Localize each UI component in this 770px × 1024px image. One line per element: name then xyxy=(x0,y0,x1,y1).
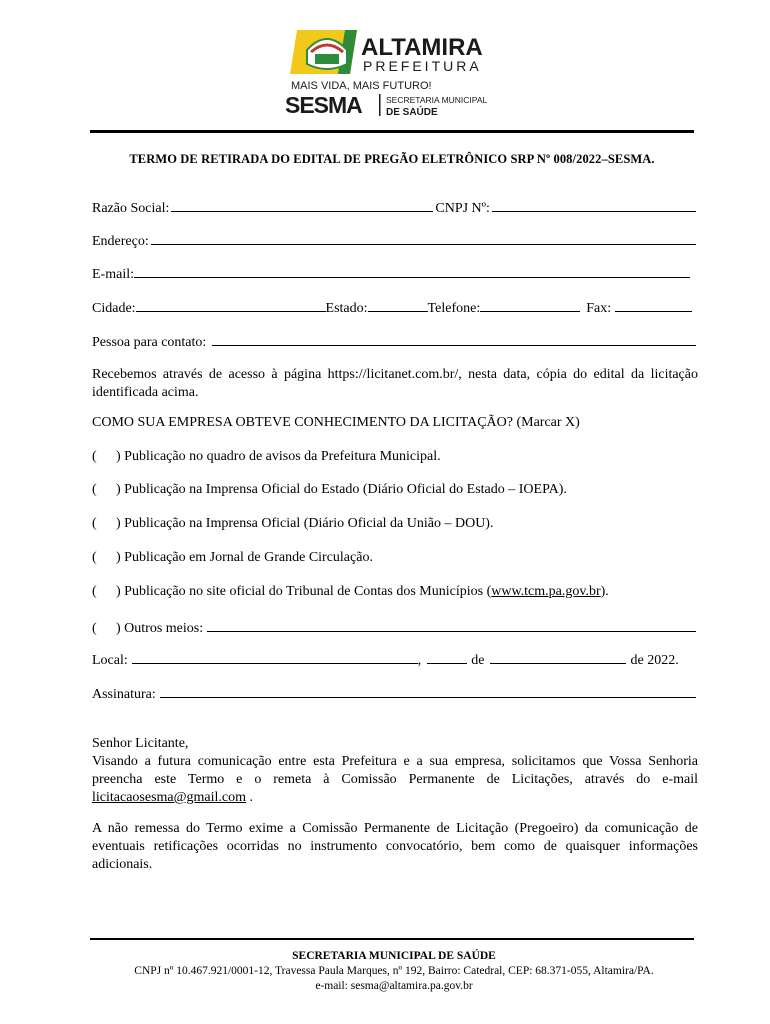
footer-heading: SECRETARIA MUNICIPAL DE SAÚDE xyxy=(292,950,496,962)
notice-block xyxy=(92,735,698,807)
local-comma: , xyxy=(417,653,422,668)
cidade-label: Cidade: xyxy=(92,301,136,316)
secretaria-line2: DE SAÚDE xyxy=(386,107,438,118)
checkbox-paren[interactable]: ( xyxy=(92,449,97,464)
tcm-link[interactable]: www.tcm.pa.gov.br xyxy=(491,584,601,599)
secretaria-line1: SECRETARIA MUNICIPAL xyxy=(386,95,488,105)
assinatura-row xyxy=(92,684,698,703)
option-label-end: ). xyxy=(600,584,609,599)
razao-social-row xyxy=(92,198,698,217)
endereco-label: Endereço: xyxy=(92,234,149,249)
month-field[interactable] xyxy=(490,650,626,664)
checkbox-paren[interactable]: ( xyxy=(92,550,97,565)
option-jornal xyxy=(92,550,373,566)
contato-label: Pessoa para contato: xyxy=(92,335,207,350)
local-field[interactable] xyxy=(132,650,418,664)
notice-body: Visando a futura comunicação entre esta Prefeitura e a sua empresa, solicitamos que Vossa Senhoria preencha este Termo e o remeta à Comissão Permanente de Licitações, através do e-mail xyxy=(92,754,698,787)
question: COMO SUA EMPRESA OBTEVE CONHECIMENTO DA LICITAÇÃO? (Marcar X) xyxy=(92,415,580,430)
endereco-row xyxy=(92,231,698,250)
notice-greeting: Senhor Licitante, xyxy=(92,736,189,751)
telefone-label: Telefone: xyxy=(427,301,481,316)
cidade-field[interactable] xyxy=(136,298,326,312)
cidade-row xyxy=(92,298,698,317)
day-field[interactable] xyxy=(427,650,467,664)
email-field[interactable] xyxy=(134,264,690,278)
outros-meios-field[interactable] xyxy=(207,618,696,632)
fax-field[interactable] xyxy=(615,298,692,312)
estado-label: Estado: xyxy=(325,301,368,316)
sesma-logo-text: SESMA xyxy=(285,92,362,118)
contato-row xyxy=(92,332,698,351)
endereco-field[interactable] xyxy=(151,231,696,245)
option-label: ) Publicação na Imprensa Oficial do Estado (Diário Oficial do Estado – IOEPA). xyxy=(116,482,567,497)
fax-label: Fax: xyxy=(586,301,612,316)
checkbox-paren[interactable]: ( xyxy=(92,516,97,531)
header-logo xyxy=(285,22,515,122)
razao-social-field[interactable] xyxy=(171,198,433,212)
assinatura-field[interactable] xyxy=(160,684,696,698)
option-label: ) Outros meios: xyxy=(116,621,204,636)
cnpj-label: CNPJ Nº: xyxy=(435,201,490,216)
footer xyxy=(92,949,696,994)
header-divider xyxy=(90,130,694,133)
estado-field[interactable] xyxy=(368,298,428,312)
footer-address: CNPJ nº 10.467.921/0001-12, Travessa Paula Marques, nº 192, Bairro: Catedral, CEP: 68.371-055, Altamira/PA. xyxy=(134,965,654,977)
page-title: TERMO DE RETIRADA DO EDITAL DE PREGÃO ELETRÔNICO SRP Nº 008/2022–SESMA. xyxy=(129,152,655,166)
email-row xyxy=(92,264,698,283)
option-dou xyxy=(92,516,493,532)
option-label: ) Publicação em Jornal de Grande Circulação. xyxy=(116,550,373,565)
local-year: de 2022. xyxy=(630,653,679,668)
local-de: de xyxy=(471,653,485,668)
option-tcm-site xyxy=(92,584,609,600)
checkbox-paren[interactable]: ( xyxy=(92,584,97,599)
option-ioepa xyxy=(92,482,567,498)
option-label: ) Publicação na Imprensa Oficial (Diário Oficial da União – DOU). xyxy=(116,516,494,531)
option-quadro-avisos xyxy=(92,449,441,465)
local-row xyxy=(92,650,698,669)
email-label: E-mail: xyxy=(92,267,134,282)
notice-end: . xyxy=(249,790,254,805)
checkbox-paren[interactable]: ( xyxy=(92,482,97,497)
notice-paragraph-2: A não remessa do Termo exime a Comissão Permanente de Licitação (Pregoeiro) da comunicação de eventuais retificações ocorridas no instrumento convocatório, bem como de quaisquer informações adicionais. xyxy=(92,821,698,872)
contato-field[interactable] xyxy=(212,332,696,346)
assinatura-label: Assinatura: xyxy=(92,687,156,702)
telefone-field[interactable] xyxy=(480,298,580,312)
footer-email: e-mail: sesma@altamira.pa.gov.br xyxy=(315,980,473,992)
brand-name: ALTAMIRA xyxy=(361,34,483,61)
checkbox-paren[interactable]: ( xyxy=(92,621,97,636)
notice-email-link[interactable]: licitacaosesma@gmail.com xyxy=(92,790,247,805)
razao-social-label: Razão Social: xyxy=(92,201,170,216)
option-label: ) Publicação no quadro de avisos da Prefeitura Municipal. xyxy=(116,449,441,464)
footer-divider xyxy=(90,938,694,940)
local-label: Local: xyxy=(92,653,128,668)
brand-subtitle: PREFEITURA xyxy=(363,58,482,74)
receipt-text: Recebemos através de acesso à página https://licitanet.com.br/, nesta data, cópia do edital da licitação identificada acima. xyxy=(92,367,698,400)
option-label: ) Publicação no site oficial do Tribunal de Contas dos Municípios ( xyxy=(116,584,492,599)
altamira-emblem-icon xyxy=(290,30,357,74)
cnpj-field[interactable] xyxy=(492,198,696,212)
option-outros-meios xyxy=(92,618,698,637)
slogan: MAIS VIDA, MAIS FUTURO! xyxy=(291,80,432,92)
